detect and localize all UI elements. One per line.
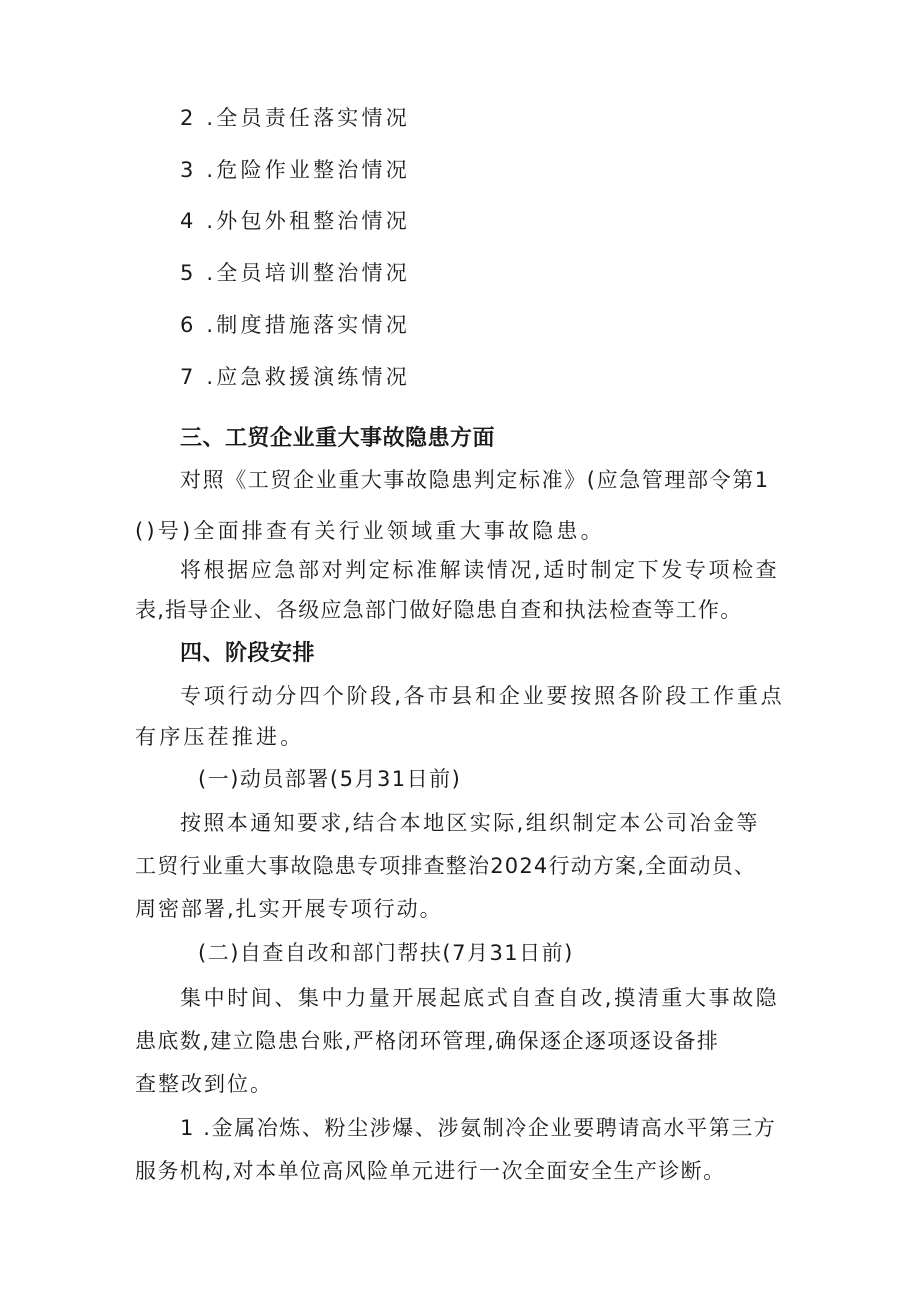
paragraph-line: 周密部署,扎实开展专项行动。 (135, 897, 443, 921)
paragraph-line: 集中时间、集中力量开展起底式自查自改,摸清重大事故隐 (180, 986, 780, 1010)
paragraph-line: 工贸行业重大事故隐患专项排查整治2024行动方案,全面动员、 (135, 854, 757, 878)
paragraph-line: 有序压茬推进。 (135, 725, 305, 749)
list-item: 7 .应急救援演练情况 (180, 365, 410, 389)
paragraph-line: 查整改到位。 (135, 1072, 273, 1096)
paragraph-line: ()号)全面排查有关行业领域重大事故隐患。 (135, 519, 605, 543)
paragraph-line: 表,指导企业、各级应急部门做好隐患自查和执法检查等工作。 (135, 598, 743, 622)
paragraph-line: 按照本通知要求,结合本地区实际,组织制定本公司冶金等 (180, 811, 760, 835)
list-item: 5 .全员培训整治情况 (180, 261, 410, 285)
paragraph-line: 服务机构,对本单位高风险单元进行一次全面安全生产诊断。 (135, 1159, 726, 1183)
list-item: 3 .危险作业整治情况 (180, 158, 410, 182)
paragraph-line: 专项行动分四个阶段,各市县和企业要按照各阶段工作重点 (180, 684, 785, 708)
paragraph-line: 对照《工贸企业重大事故隐患判定标准》(应急管理部令第1 (180, 468, 770, 492)
list-item: 4 .外包外租整治情况 (180, 209, 410, 233)
section-heading: 三、工贸企业重大事故隐患方面 (180, 426, 496, 451)
paragraph-line: 将根据应急部对判定标准解读情况,适时制定下发专项检查 (180, 558, 780, 582)
list-item: 2 .全员责任落实情况 (180, 106, 410, 130)
list-item: 6 .制度措施落实情况 (180, 313, 410, 337)
section-heading: 四、阶段安排 (180, 641, 316, 666)
subsection-heading: (二)自查自改和部门帮扶(7月31日前) (198, 941, 574, 965)
paragraph-line: 患底数,建立隐患台账,严格闭环管理,确保逐企逐项逐设备排 (135, 1029, 720, 1053)
paragraph-line: 1 .金属冶炼、粉尘涉爆、涉氨制冷企业要聘请高水平第三方 (180, 1116, 777, 1140)
subsection-heading: (一)动员部署(5月31日前) (198, 767, 462, 791)
